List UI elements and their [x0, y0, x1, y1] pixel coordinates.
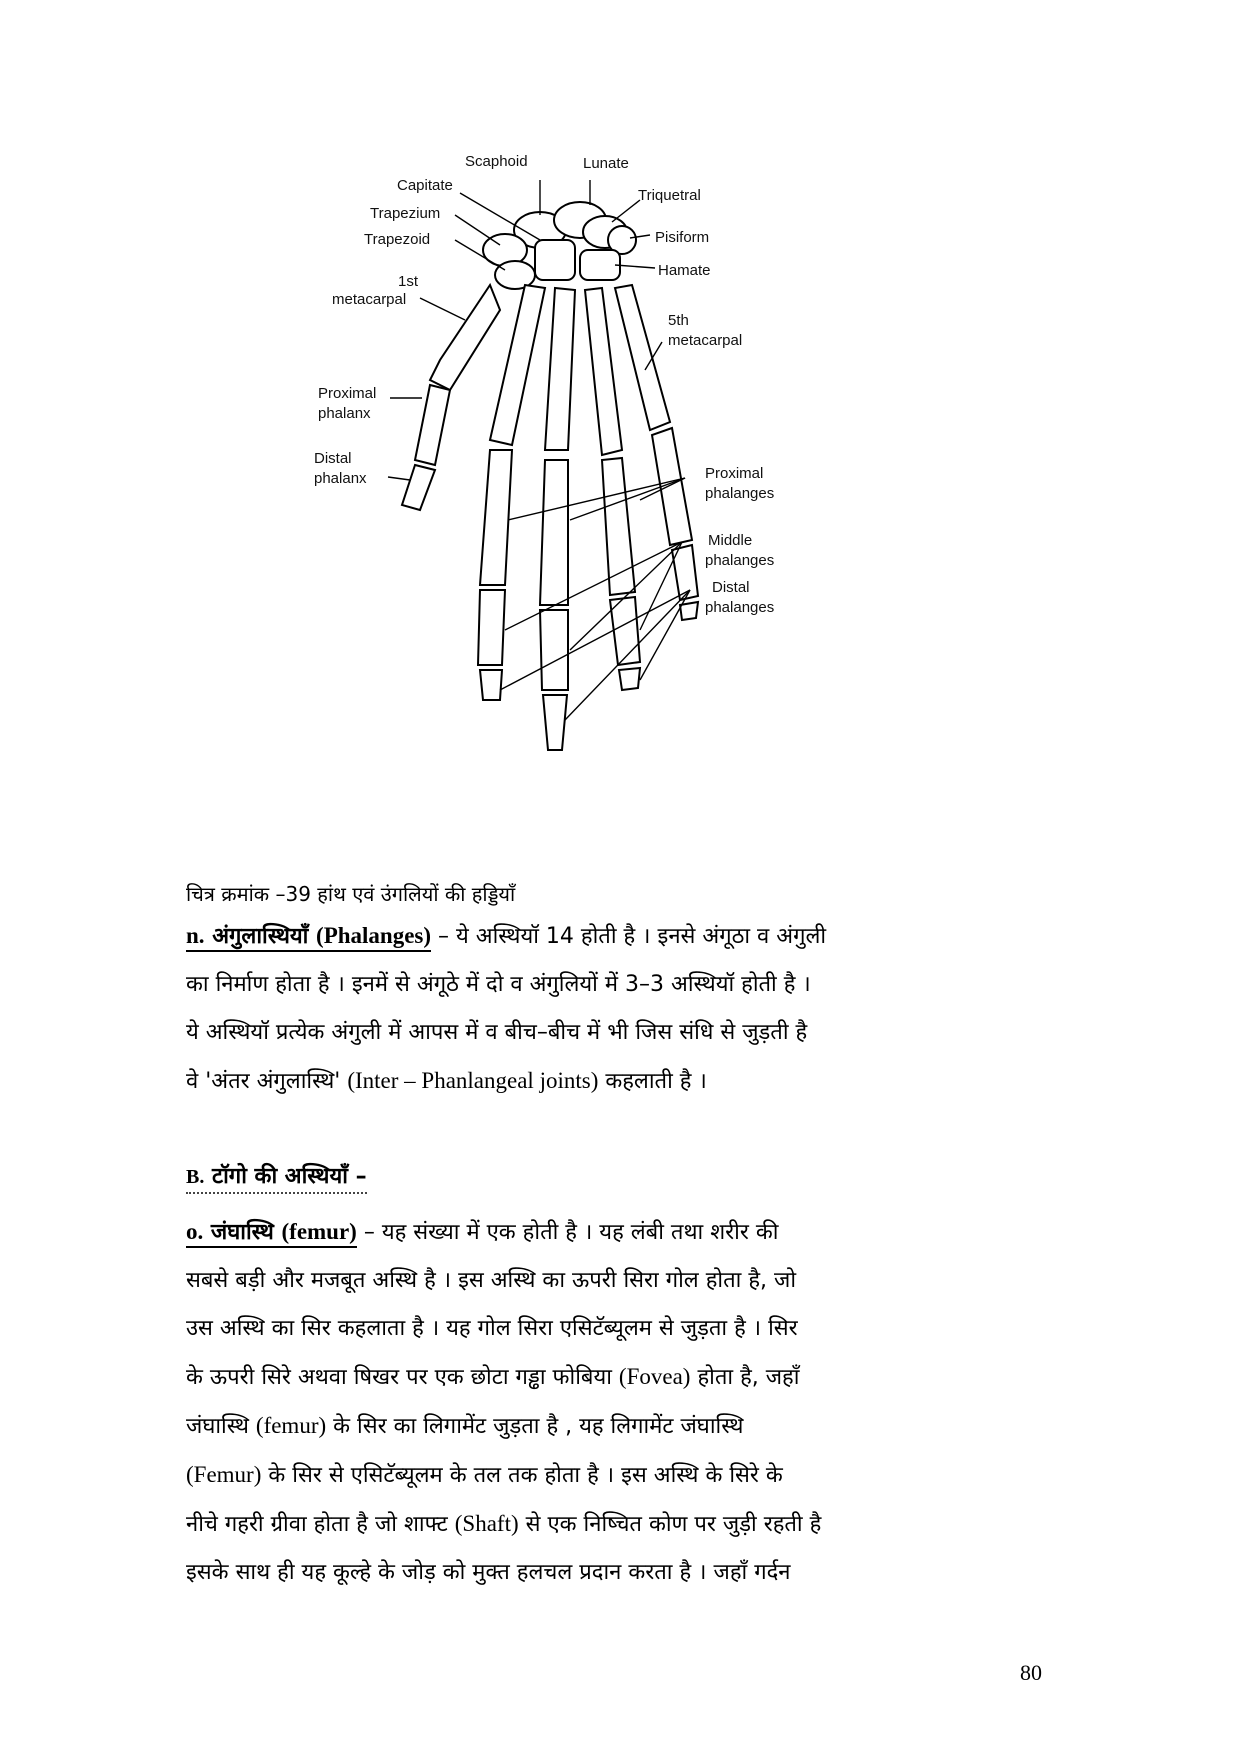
latin-term: (Femur) [186, 1462, 262, 1487]
label-fifth-metacarpal-2: metacarpal [668, 332, 743, 349]
first-metacarpal-bone [430, 285, 500, 390]
line-text: के सिर से एसिटॅब्यूलम के तल तक होता है । इस अस्थि के सिरे के [268, 1463, 783, 1488]
label-proximal-phalanx-1: Proximal [318, 385, 377, 402]
term-english: (femur) [281, 1219, 357, 1244]
label-trapezium: Trapezium [370, 205, 441, 222]
paragraph-line [186, 1208, 1046, 1257]
paragraph-line: सबसे बड़ी और मजबूत अस्थि है । इस अस्थि का ऊपरी सिरा गोल होता है, जो [186, 1268, 797, 1293]
line-text: कहलाती है । [605, 1069, 707, 1094]
proximal-phalanx-index [480, 450, 512, 585]
line-text: से एक निष्चित कोण पर जुड़ी रहती है [525, 1512, 822, 1537]
line-text: – ये अस्थियॉ 14 होती है । इनसे अंगूठा व अंगुली [438, 924, 827, 949]
label-scaphoid: Scaphoid [465, 153, 528, 170]
line-text: के सिर का लिगामेंट जुड़ता है , यह लिगामेंट जंघास्थि [333, 1414, 744, 1439]
proximal-phalanx-middle [540, 460, 568, 605]
thumb-distal-phalanx [402, 465, 435, 510]
latin-term: (femur) [255, 1413, 327, 1438]
latin-term: (Inter – Phanlangeal joints) [347, 1068, 599, 1093]
paragraph-femur [186, 1208, 1046, 1597]
hand-bones-diagram [314, 153, 900, 860]
label-distal-phalanges-1: Distal [712, 579, 750, 596]
hand-bones-figure [314, 153, 900, 860]
paragraph-line [186, 1402, 1046, 1451]
label-distal-phalanx-1: Distal [314, 450, 352, 467]
label-first-metacarpal-2: metacarpal [332, 291, 407, 308]
hamate-bone [580, 250, 620, 280]
term-hindi: जंघास्थि [210, 1220, 274, 1245]
line-text: वे 'अंतर अंगुलास्थि' [186, 1069, 341, 1094]
label-trapezoid: Trapezoid [364, 231, 431, 248]
label-pisiform: Pisiform [655, 229, 710, 246]
femur-heading [186, 1220, 357, 1248]
label-middle-phalanges-1: Middle [708, 532, 753, 549]
third-metacarpal-bone [545, 288, 575, 450]
distal-phalanx-little [680, 602, 698, 620]
paragraph-line [186, 1353, 1046, 1402]
paragraph-line: ये अस्थियॉ प्रत्येक अंगुली में आपस में व बीच–बीच में भी जिस संधि से जुड़ती है [186, 1020, 808, 1045]
paragraph-line: का निर्माण होता है । इनमें से अंगूठे में दो व अंगुलियों में 3–3 अस्थियॉ होती है । [186, 972, 811, 997]
phalanges-heading [186, 924, 431, 952]
fifth-metacarpal-bone [615, 285, 670, 430]
label-distal-phalanges-2: phalanges [705, 599, 775, 616]
line-text: नीचे गहरी ग्रीवा होता है जो शाफ्ट [186, 1512, 448, 1537]
label-capitate: Capitate [397, 177, 453, 194]
section-b-heading [186, 1160, 367, 1194]
page-number: 80 [1020, 1660, 1042, 1685]
section-title: टॉगो की अस्थियॉं – [212, 1164, 367, 1189]
label-lunate: Lunate [583, 155, 629, 172]
section-marker: B. [186, 1166, 205, 1188]
proximal-phalanx-little [652, 428, 692, 545]
middle-phalanx-middle [540, 610, 568, 690]
distal-phalanx-middle [543, 695, 567, 750]
paragraph-line [186, 1500, 1046, 1549]
item-marker: n. [186, 923, 205, 948]
paragraph-line [186, 1451, 1046, 1500]
paragraph-line: उस अस्थि का सिर कहलाता है । यह गोल सिरा एसिटॅब्यूलम से जुड़ता है । सिर [186, 1316, 798, 1341]
line-text: जंघास्थि [186, 1414, 249, 1439]
middle-phalanx-index [478, 590, 505, 665]
latin-term: (Fovea) [618, 1364, 691, 1389]
distal-phalanx-index [480, 670, 502, 700]
proximal-phalanx-ring [602, 458, 635, 595]
distal-phalanx-ring [619, 668, 640, 690]
label-proximal-phalanx-2: phalanx [318, 405, 371, 422]
item-marker: o. [186, 1219, 204, 1244]
paragraph-phalanges [186, 912, 1046, 1106]
paragraph-line: इसके साथ ही यह कूल्हे के जोड़ को मुक्त हलचल प्रदान करता है । जहॉं गर्दन [186, 1560, 791, 1585]
paragraph-line [186, 1057, 1046, 1106]
capitate-bone [535, 240, 575, 280]
paragraph-line [186, 912, 1046, 961]
label-middle-phalanges-2: phalanges [705, 552, 775, 569]
label-hamate: Hamate [658, 262, 711, 279]
term-english: (Phalanges) [316, 923, 432, 948]
term-hindi: अंगुलास्थियॉं [212, 924, 309, 949]
line-text: – यह संख्या में एक होती है । यह लंबी तथा शरीर की [363, 1220, 779, 1245]
label-proximal-phalanges-1: Proximal [705, 465, 764, 482]
label-distal-phalanx-2: phalanx [314, 470, 367, 487]
latin-term: (Shaft) [454, 1511, 519, 1536]
label-fifth-metacarpal-1: 5th [668, 312, 689, 329]
figure-caption: चित्र क्रमांक –39 हांथ एवं उंगलियों की हड्डियॉं [186, 882, 516, 906]
line-text: होता है, जहॉं [697, 1365, 800, 1390]
label-proximal-phalanges-2: phalanges [705, 485, 775, 502]
thumb-proximal-phalanx [415, 385, 450, 465]
label-triquetral: Triquetral [638, 187, 701, 204]
label-first-metacarpal-1: 1st [398, 273, 419, 290]
fourth-metacarpal-bone [585, 288, 622, 455]
line-text: के ऊपरी सिरे अथवा षिखर पर एक छोटा गड्ढा फोबिया [186, 1365, 612, 1390]
